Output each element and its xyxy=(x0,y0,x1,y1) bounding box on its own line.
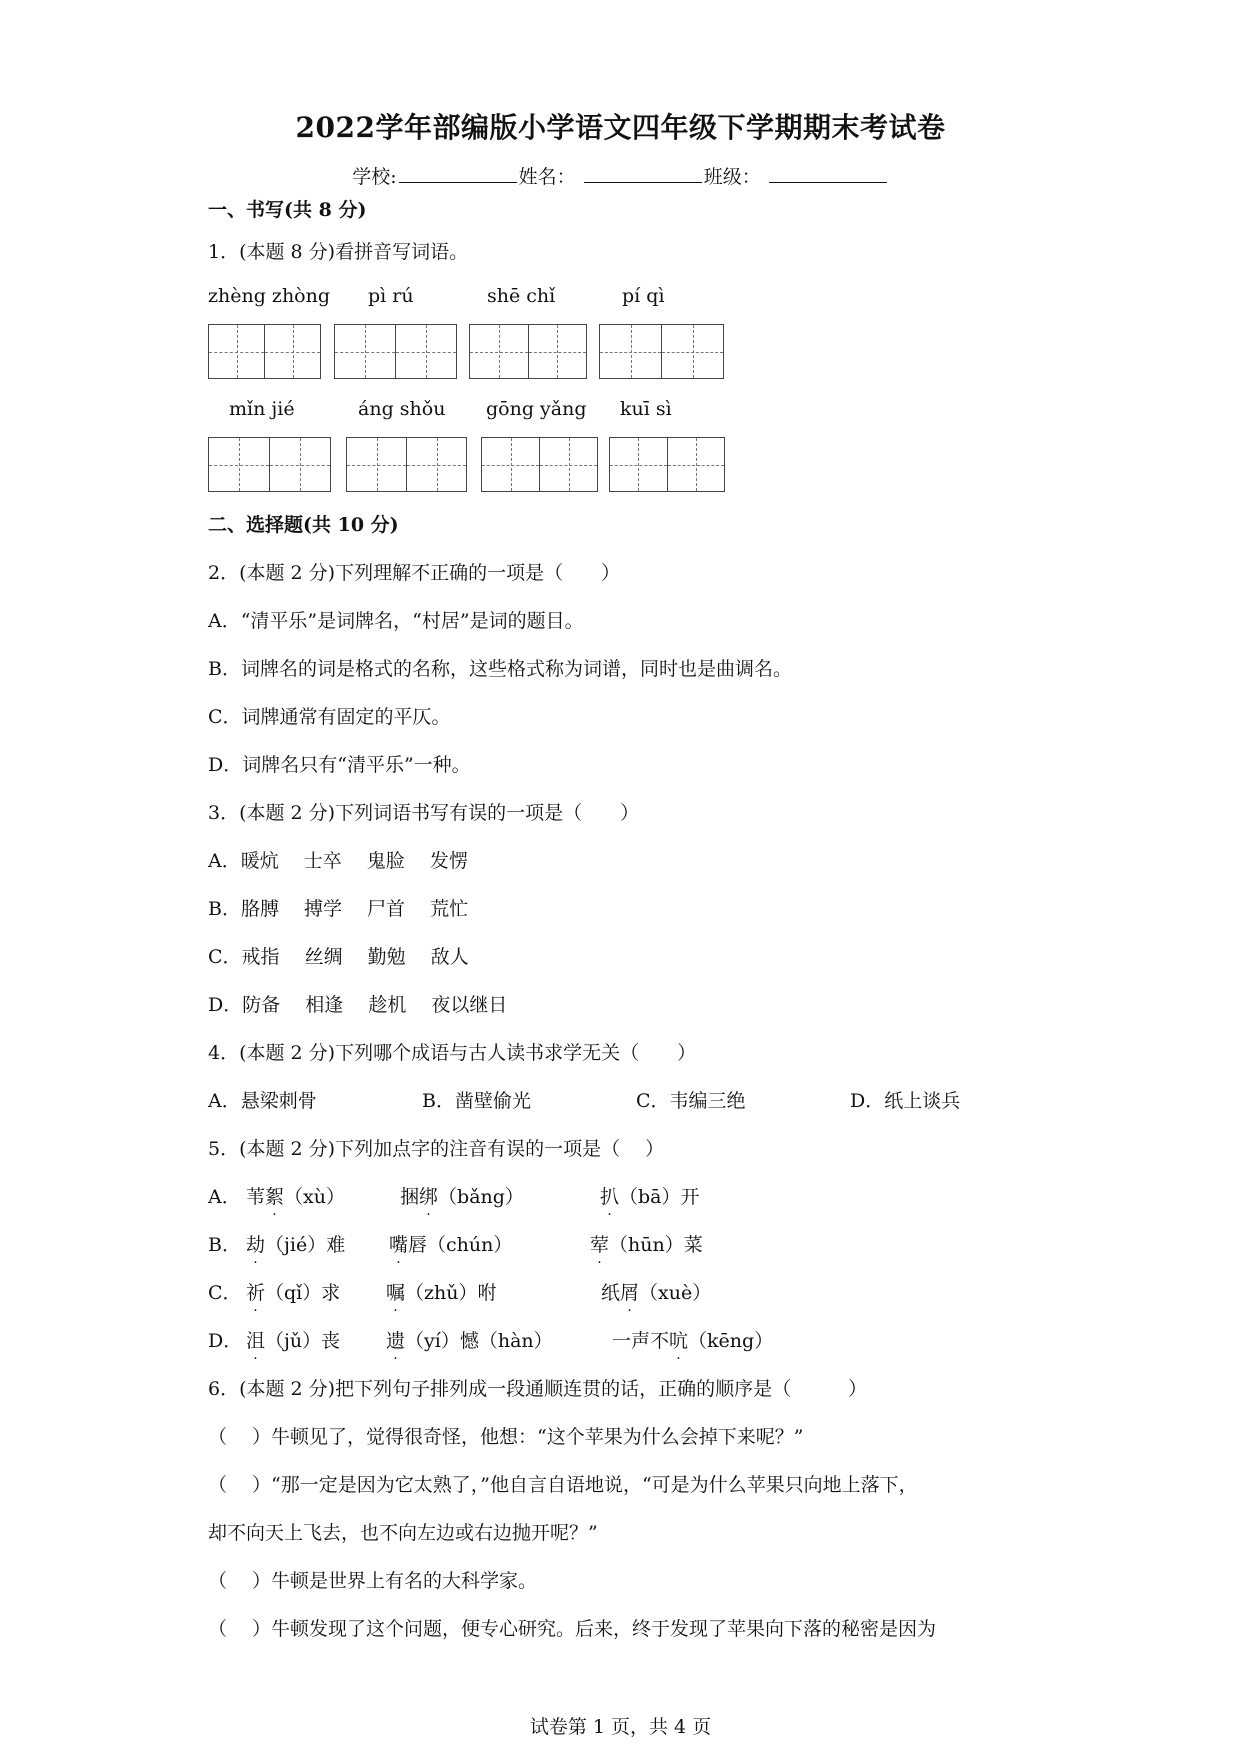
question-4-stem: 4．(本题 2 分)下列哪个成语与古人读书求学无关（ ） xyxy=(208,1042,697,1064)
grid-cell[interactable] xyxy=(347,438,407,491)
option-prefix[interactable]: D． xyxy=(208,1330,243,1352)
pinyin-item: 祈（qǐ）求 xyxy=(246,1282,341,1304)
page-footer: 试卷第 1 页，共 4 页 xyxy=(529,1716,712,1738)
option-c[interactable]: C．韦编三绝 xyxy=(636,1090,746,1112)
pinyin-label: gōng yǎng xyxy=(486,398,587,420)
pinyin-item: 一声不吭（kēng） xyxy=(612,1330,774,1352)
pinyin-item: 嘴唇（chún） xyxy=(389,1234,513,1256)
question-1-stem: 1．(本题 8 分)看拼音写词语。 xyxy=(208,241,469,263)
pinyin-item: 嘱（zhǔ）咐 xyxy=(386,1282,497,1304)
pinyin-label: mǐn jié xyxy=(229,398,295,420)
option-line[interactable]: B．词牌名的词是格式的名称，这些格式称为词谱，同时也是曲调名。 xyxy=(208,658,792,680)
school-label: 学校: xyxy=(352,166,397,188)
pinyin-item: 纸屑（xuè） xyxy=(601,1282,712,1304)
pinyin-item: 遗（yí）憾（hàn） xyxy=(386,1330,553,1352)
question-6-stem: 6．(本题 2 分)把下列句子排列成一段通顺连贯的话，正确的顺序是（ ） xyxy=(208,1378,868,1400)
option-line[interactable]: A．暖炕 士卒 鬼脸 发愣 xyxy=(208,850,468,872)
dotted-char: 屑 xyxy=(620,1282,640,1304)
option-line[interactable]: A．“清平乐”是词牌名，“村居”是词的题目。 xyxy=(208,610,584,632)
pinyin-label: kuī sì xyxy=(620,398,672,420)
dotted-char: 扒 xyxy=(600,1186,620,1208)
grid-cell[interactable] xyxy=(610,438,668,491)
dotted-char: 绑 xyxy=(419,1186,439,1208)
grid-cell[interactable] xyxy=(407,438,466,491)
pinyin-label: zhèng zhòng xyxy=(208,285,331,307)
pinyin-item: 扒（bā）开 xyxy=(600,1186,700,1208)
grid-cell[interactable] xyxy=(529,325,587,378)
grid-cell[interactable] xyxy=(209,438,270,491)
school-blank[interactable] xyxy=(399,164,517,183)
option-line[interactable]: D．防备 相逢 趁机 夜以继日 xyxy=(208,994,508,1016)
pinyin-item: 荤（hūn）菜 xyxy=(590,1234,703,1256)
option-prefix[interactable]: B． xyxy=(208,1234,241,1256)
option-line[interactable]: C．词牌通常有固定的平仄。 xyxy=(208,706,451,728)
section-heading-choice: 二、选择题(共 10 分) xyxy=(208,514,399,536)
pinyin-label: pì rú xyxy=(368,285,414,307)
section-heading-writing: 一、书写(共 8 分) xyxy=(208,199,367,221)
dotted-char: 嘴 xyxy=(389,1234,409,1256)
grid-cell[interactable] xyxy=(482,438,540,491)
writing-grid[interactable] xyxy=(334,324,457,379)
writing-grid[interactable] xyxy=(208,437,331,492)
pinyin-label: pí qì xyxy=(622,285,665,307)
grid-cell[interactable] xyxy=(270,438,330,491)
grid-cell[interactable] xyxy=(662,325,723,378)
pinyin-label: shē chǐ xyxy=(487,285,556,307)
dotted-char: 吭 xyxy=(669,1330,689,1352)
option-b[interactable]: B．凿壁偷光 xyxy=(422,1090,531,1112)
grid-cell[interactable] xyxy=(396,325,456,378)
question-5-stem: 5．(本题 2 分)下列加点字的注音有误的一项是（ ） xyxy=(208,1138,665,1160)
option-prefix[interactable]: C． xyxy=(208,1282,242,1304)
option-line[interactable]: C．戒指 丝绸 勤勉 敌人 xyxy=(208,946,469,968)
grid-cell[interactable] xyxy=(335,325,396,378)
dotted-char: 沮 xyxy=(246,1330,266,1352)
option-d[interactable]: D．纸上谈兵 xyxy=(850,1090,961,1112)
ordering-line-continued: 却不向天上飞去，也不向左边或右边抛开呢？” xyxy=(208,1522,598,1544)
name-label: 姓名： xyxy=(518,166,576,188)
writing-grid[interactable] xyxy=(609,437,725,492)
option-line[interactable]: B．胳膊 搏学 尸首 荒忙 xyxy=(208,898,469,920)
grid-cell[interactable] xyxy=(668,438,725,491)
option-a[interactable]: A．悬梁刺骨 xyxy=(208,1090,317,1112)
pinyin-item: 劫（jié）难 xyxy=(246,1234,346,1256)
student-info-line xyxy=(0,162,1241,189)
option-line[interactable]: D．词牌名只有“清平乐”一种。 xyxy=(208,754,471,776)
ordering-line[interactable]: （ ）牛顿发现了这个问题，便专心研究。后来，终于发现了苹果向下落的秘密是因为 xyxy=(208,1618,937,1640)
dotted-char: 嘱 xyxy=(386,1282,406,1304)
pinyin-item: 捆绑（bǎng） xyxy=(400,1186,524,1208)
writing-grid[interactable] xyxy=(481,437,598,492)
grid-cell[interactable] xyxy=(540,438,597,491)
writing-grid[interactable] xyxy=(346,437,467,492)
ordering-line[interactable]: （ ）牛顿见了，觉得很奇怪，他想：“这个苹果为什么会掉下来呢？” xyxy=(208,1426,804,1448)
writing-grid[interactable] xyxy=(599,324,724,379)
dotted-char: 祈 xyxy=(246,1282,266,1304)
question-3-stem: 3．(本题 2 分)下列词语书写有误的一项是（ ） xyxy=(208,802,640,824)
pinyin-label: áng shǒu xyxy=(358,398,446,420)
writing-grid[interactable] xyxy=(208,324,321,379)
class-blank[interactable] xyxy=(769,164,887,183)
question-2-stem: 2．(本题 2 分)下列理解不正确的一项是（ ） xyxy=(208,562,621,584)
ordering-line[interactable]: （ ）“那一定是因为它太熟了，”他自言自语地说，“可是为什么苹果只向地上落下， xyxy=(208,1474,918,1496)
page-title: 2022学年部编版小学语文四年级下学期期末考试卷 xyxy=(295,111,946,144)
pinyin-item: 沮（jǔ）丧 xyxy=(246,1330,341,1352)
grid-cell[interactable] xyxy=(600,325,662,378)
pinyin-item: 苇絮（xù） xyxy=(246,1186,345,1208)
dotted-char: 劫 xyxy=(246,1234,266,1256)
dotted-char: 荤 xyxy=(590,1234,610,1256)
ordering-line[interactable]: （ ）牛顿是世界上有名的大科学家。 xyxy=(208,1570,538,1592)
option-prefix[interactable]: A． xyxy=(208,1186,241,1208)
grid-cell[interactable] xyxy=(265,325,320,378)
grid-cell[interactable] xyxy=(209,325,265,378)
name-blank[interactable] xyxy=(584,164,702,183)
writing-grid[interactable] xyxy=(469,324,587,379)
dotted-char: 絮 xyxy=(265,1186,285,1208)
dotted-char: 遗 xyxy=(386,1330,406,1352)
class-label: 班级： xyxy=(703,166,761,188)
grid-cell[interactable] xyxy=(470,325,529,378)
